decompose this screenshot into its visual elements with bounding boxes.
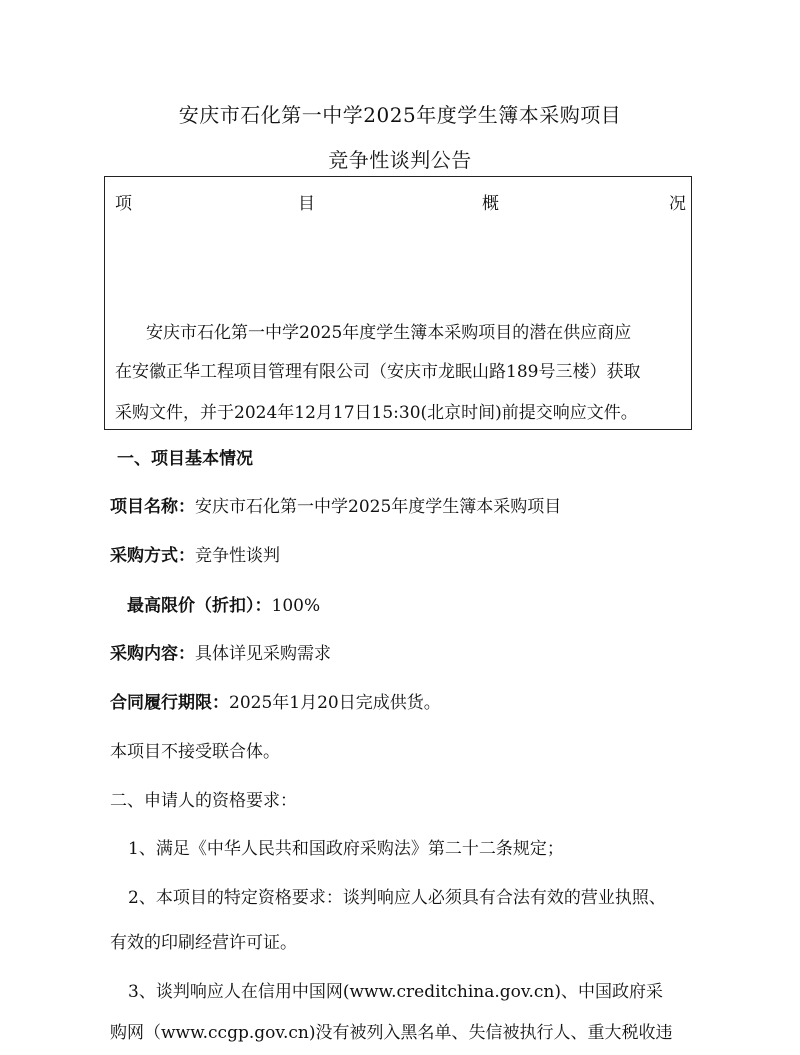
max-price-row [127, 591, 320, 616]
document-title-line1: 安庆市石化第一中学2025年度学生簿本采购项目 [178, 103, 622, 127]
qualification-item-1: 1、满足《中华人民共和国政府采购法》第二十二条规定； [128, 839, 564, 859]
qualification-item-3-line-2: 购网（www.ccgp.gov.cn)没有被列入黑名单、失信被执行人、重大税收违 [110, 1023, 673, 1043]
overview-text-line-2: 在安徽正华工程项目管理有限公司（安庆市龙眠山路189号三楼）获取 [115, 362, 641, 382]
qualification-item-2-line-1: 2、本项目的特定资格要求：谈判响应人必须具有合法有效的营业执照、 [128, 888, 666, 908]
project-name-row [110, 492, 561, 517]
overview-header-char-4: 况 [669, 194, 686, 214]
overview-text-line-3: 采购文件，并于2024年12月17日15:30(北京时间)前提交响应文件。 [115, 403, 638, 423]
procurement-method-label: 采购方式： [110, 546, 195, 566]
section1-heading: 一、项目基本情况 [117, 449, 253, 469]
procurement-method-value: 竞争性谈判 [195, 546, 280, 566]
project-overview-box [104, 176, 692, 430]
contract-term-label: 合同履行期限： [110, 693, 229, 713]
max-price-value: 100% [271, 596, 321, 616]
procurement-content-row [110, 639, 331, 664]
document-title-line2: 竞争性谈判公告 [328, 148, 472, 172]
procurement-content-label: 采购内容： [110, 644, 195, 664]
overview-header-char-1: 项 [115, 194, 132, 214]
section2-heading: 二、申请人的资格要求： [110, 791, 297, 811]
overview-header-char-2: 目 [298, 194, 315, 214]
project-name-label: 项目名称： [110, 497, 195, 517]
qualification-item-3-line-1: 3、谈判响应人在信用中国网(www.creditchina.gov.cn)、中国政府采 [128, 982, 663, 1002]
contract-term-value: 2025年1月20日完成供货。 [229, 693, 441, 713]
project-name-value: 安庆市石化第一中学2025年度学生簿本采购项目 [195, 497, 562, 517]
qualification-item-2-line-2: 有效的印刷经营许可证。 [110, 933, 297, 953]
overview-header-char-3: 概 [482, 194, 499, 214]
procurement-content-value: 具体详见采购需求 [195, 644, 331, 664]
max-price-label: 最高限价（折扣）： [127, 596, 272, 616]
overview-text-line-1: 安庆市石化第一中学2025年度学生簿本采购项目的潜在供应商应 [146, 323, 632, 343]
contract-term-row [110, 688, 441, 713]
consortium-note: 本项目不接受联合体。 [110, 742, 280, 762]
procurement-method-row [110, 541, 280, 566]
